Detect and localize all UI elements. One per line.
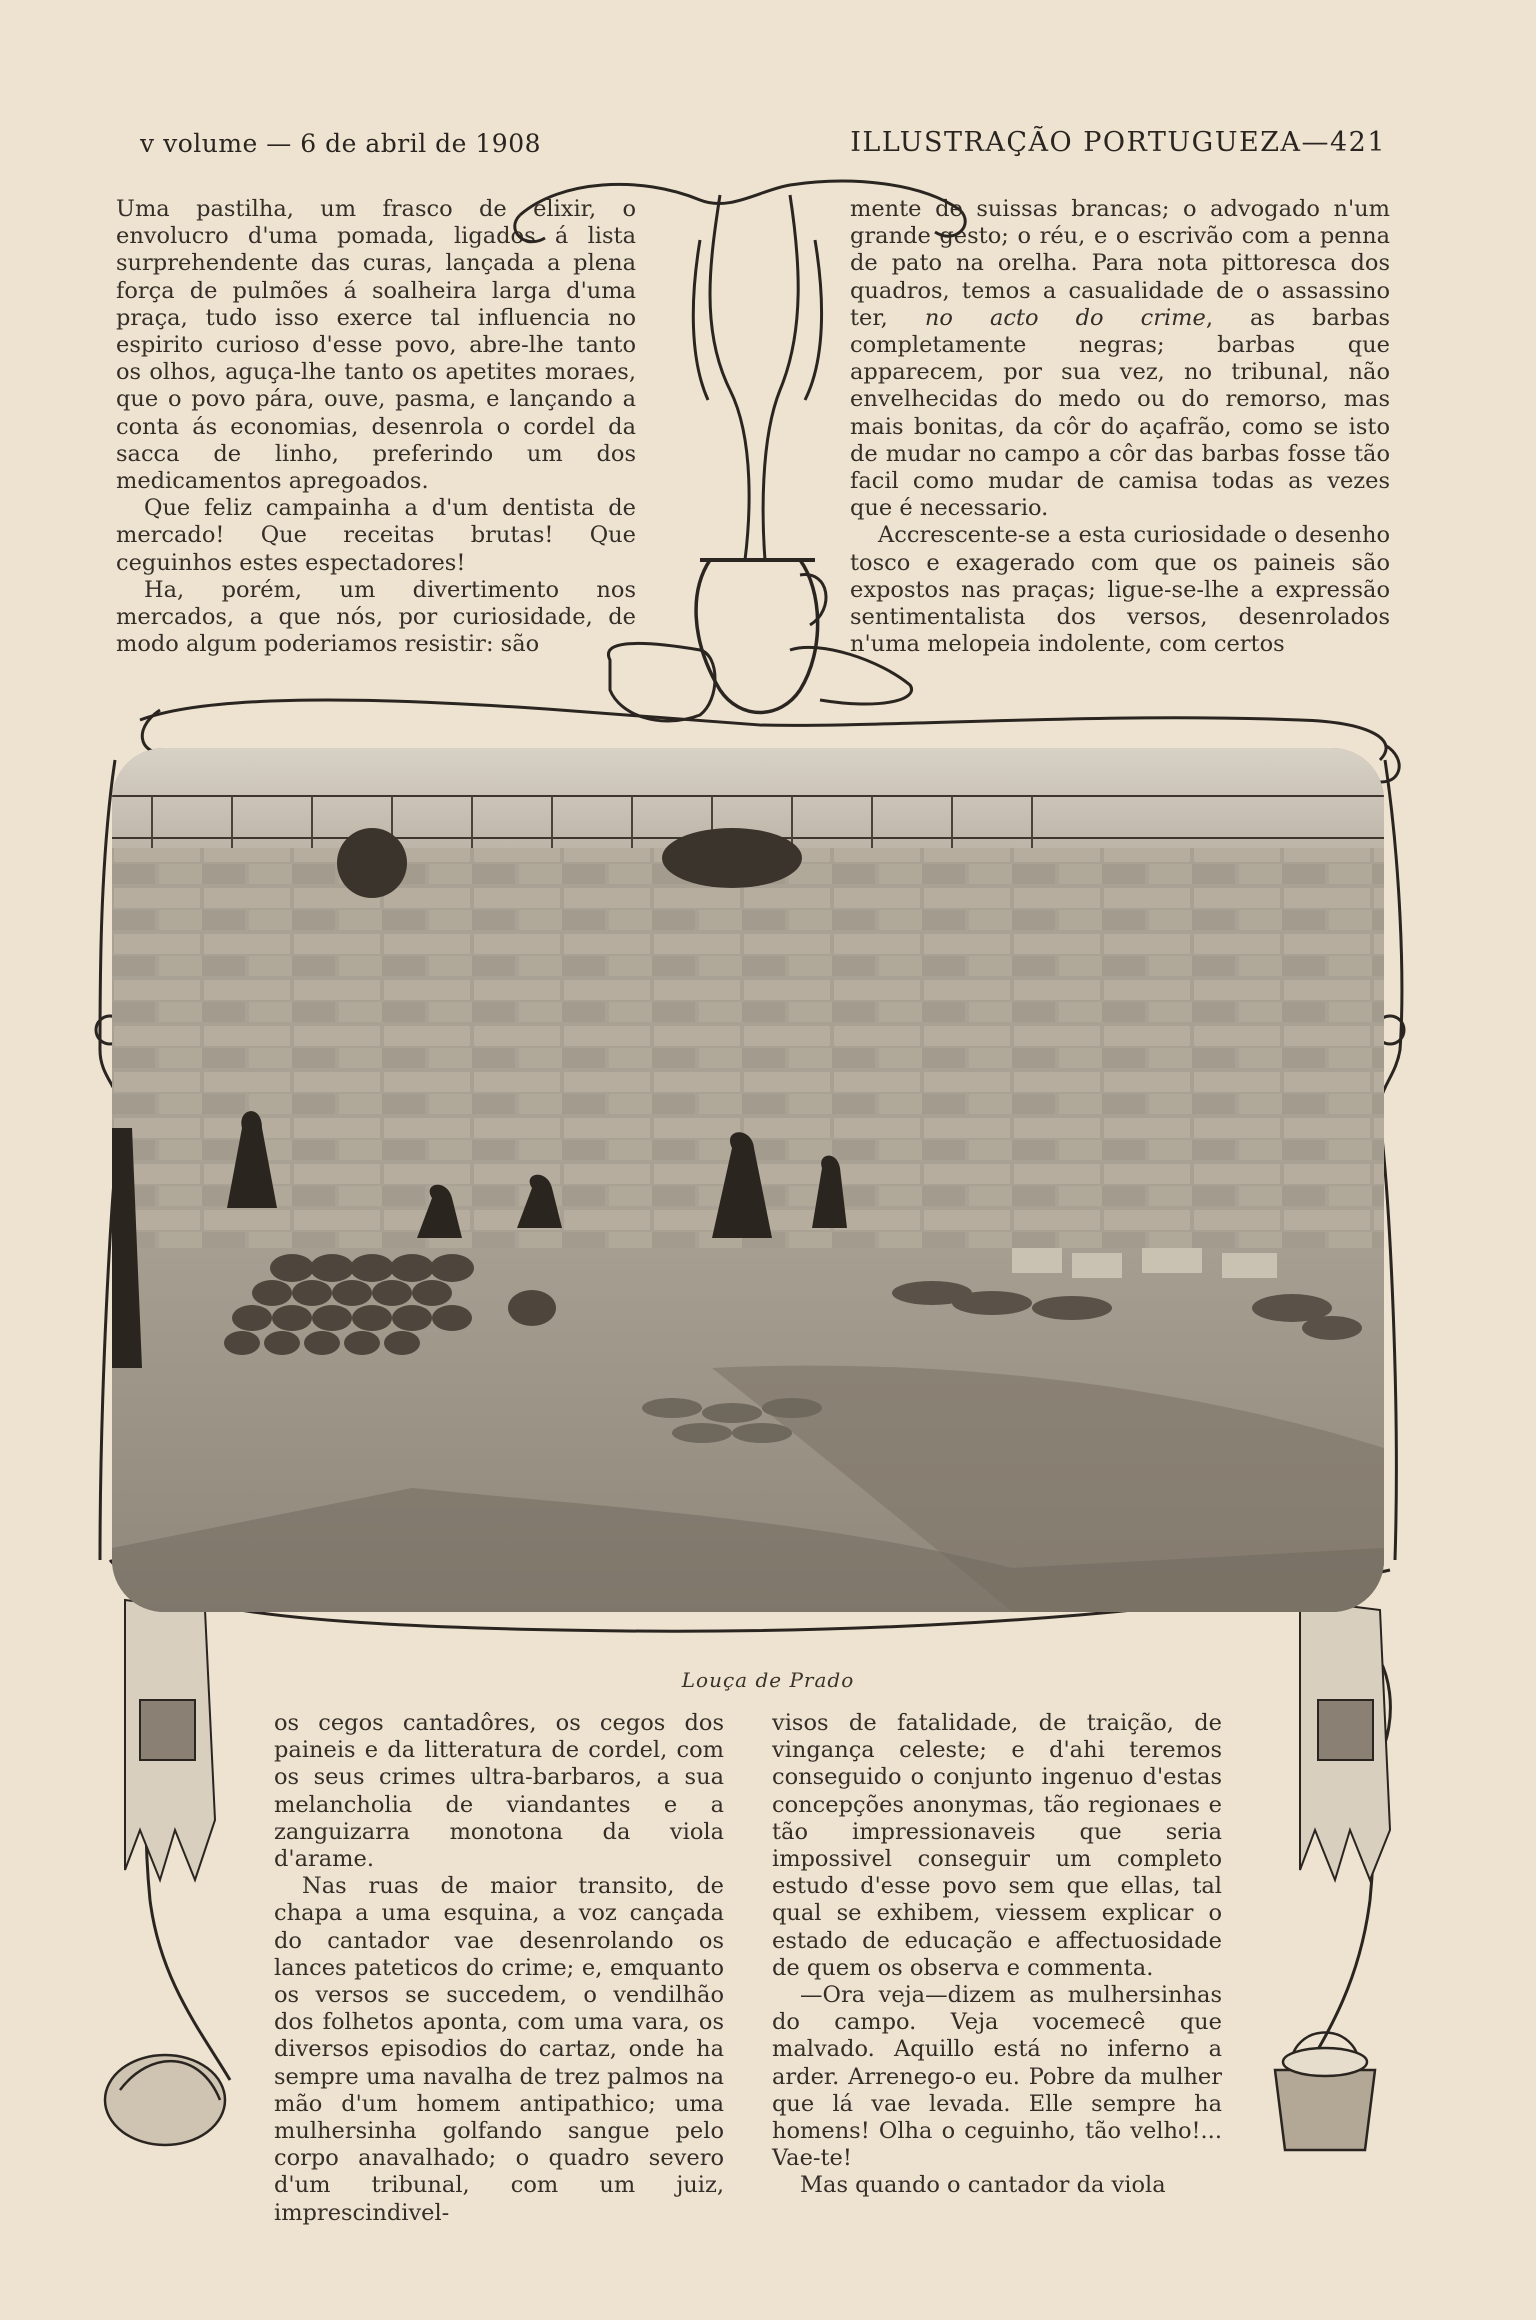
market-photo	[112, 748, 1384, 1612]
page-header	[140, 118, 1386, 158]
paragraph: Ha, porém, um divertimento nos mercados, a que nós, por curiosidade, de modo algum poderiamos resistir: são	[116, 576, 636, 658]
paragraph: Que feliz campainha a d'um dentista de mercado! Que receitas brutas! Que ceguinhos estes espectadores!	[116, 495, 636, 576]
paragraph: visos de fatalidade, de traição, de vingança celeste; e d'ahi teremos conseguido o conjunto ingenuo d'estas concepções anonymas, tão regionaes e tão impressionaveis que seria impossivel conseguir um completo estudo d'esse povo sem que ellas, tal qual se exhibem, viessem explicar o estado de educação e affectuosidade de quem os observa e commenta.	[772, 1710, 1222, 1981]
italic-phrase: no acto do crime	[924, 304, 1206, 331]
text-run: mente de suissas brancas; o advogado n'um grande gesto; o réu, e o escrivão com a penna de pato na orelha. Para nota pittoresca dos quadros, temos a casualidade de o assassino ter,	[850, 196, 1390, 331]
paragraph: Mas quando o cantador da viola	[800, 2172, 1166, 2199]
photo-caption: Louça de Prado	[681, 1668, 855, 1692]
paragraph: Uma pastilha, um frasco de elixir, o envolucro d'uma pomada, ligados á lista surprehendente das curas, lançada a plena força de pulmões á soalheira larga d'uma praça, tudo isso exerce tal influencia no espirito curioso d'esse povo, abre-lhe tanto os olhos, aguça-lhe tanto os apetites moraes, que o povo pára, ouve, pasma, e lançando a conta ás economias, desenrola o cordel da sacca de linho, preferindo um dos medicamentos apregoados.	[116, 196, 636, 495]
paragraph: —Ora veja—dizem as mulhersinhas do campo. Veja vocemecê que malvado. Aquillo está no inferno a arder. Arrenego-o eu. Pobre da mulher que lá vae levada. Elle sempre ha homens! Olha o ceguinho, tão velho!... Vae-te!	[772, 1982, 1222, 2172]
volume-date-label: v volume — 6 de abril de 1908	[140, 129, 541, 158]
paragraph: Nas ruas de maior transito, de chapa a uma esquina, a voz cançada do cantador vae desenrolando os lances pateticos do crime; e, emquanto os versos se succedem, o vendilhão dos folhetos aponta, com uma vara, os diversos episodios do cartaz, onde ha sempre uma navalha de trez palmos na mão d'um homem antipathico; uma mulhersinha golfando sangue pelo corpo anavalhado; o quadro severo d'um tribunal, com um juiz, imprescindivel-	[274, 1873, 724, 2226]
paragraph	[850, 196, 1390, 522]
text-column-upper-left	[116, 196, 636, 658]
photo-image	[112, 748, 1384, 1612]
paragraph: os cegos cantadôres, os cegos dos paineis e da litteratura de cordel, com os seus crimes ultra-barbaros, a sua melancholia de viandantes e a zanguizarra monotona da viola d'arame.	[274, 1710, 724, 1873]
paragraph: Accrescente-se a esta curiosidade o desenho tosco e exagerado com que os paineis são expostos nas praças; ligue-se-lhe a expressão sentimentalista dos versos, desenrolados n'uma melopeia indolente, com certos	[850, 522, 1390, 658]
magazine-title: ILLUSTRAÇÃO PORTUGUEZA—421	[850, 127, 1386, 158]
text-run: , as barbas completamente negras; barbas que apparecem, por sua vez, no tribunal, não envelhecidas do medo ou do remorso, mas mais bonitas, da côr do açafrão, como se isto de mudar no campo a côr das barbas fosse tão facil como mudar de camisa todas as vezes que é necessario.	[850, 304, 1390, 522]
text-column-lower-right	[772, 1710, 1222, 2200]
text-column-lower-left	[274, 1710, 724, 2227]
text-column-upper-right	[850, 196, 1390, 658]
